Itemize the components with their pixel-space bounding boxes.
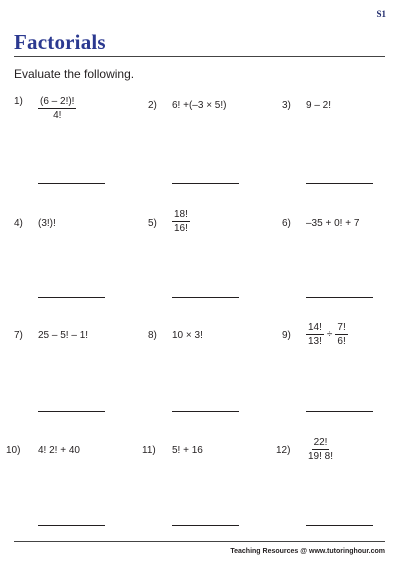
- problem-6: [282, 208, 400, 320]
- problem-number: 7): [14, 330, 23, 341]
- answer-line[interactable]: [172, 525, 239, 526]
- fraction: [335, 322, 347, 347]
- answer-line[interactable]: [306, 183, 373, 184]
- answer-line[interactable]: [38, 525, 105, 526]
- problem-number: 4): [14, 218, 23, 229]
- answer-line[interactable]: [38, 297, 105, 298]
- problem-expression: –35 + 0! + 7: [306, 218, 360, 229]
- problem-expression: [306, 437, 335, 462]
- numerator: 14!: [308, 322, 322, 333]
- problem-number: 9): [282, 330, 291, 341]
- division-operator: ÷: [326, 328, 333, 340]
- problem-expression: 6! +(–3 × 5!): [172, 100, 227, 111]
- problem-expression: 5! + 16: [172, 445, 203, 456]
- problem-number: 2): [148, 100, 157, 111]
- problem-expression: [172, 209, 190, 234]
- numerator: 7!: [337, 322, 346, 333]
- problem-expression: 9 – 2!: [306, 100, 332, 111]
- denominator: 6!: [337, 336, 346, 347]
- problem-12: [276, 436, 394, 548]
- problem-expression: 25 – 5! – 1!: [38, 330, 89, 341]
- problem-number: 3): [282, 100, 291, 111]
- numerator: (6 – 2!)!: [40, 96, 75, 107]
- answer-line[interactable]: [38, 411, 105, 412]
- footer-divider: [14, 541, 385, 542]
- fraction: [306, 437, 335, 462]
- answer-line[interactable]: [172, 411, 239, 412]
- sheet-code: S1: [376, 9, 386, 19]
- answer-line[interactable]: [306, 411, 373, 412]
- fraction: [306, 322, 324, 347]
- problem-expression: 4! 2! + 40: [38, 445, 80, 456]
- problem-expression: [38, 96, 76, 121]
- problem-2: [148, 96, 266, 208]
- denominator: 16!: [174, 223, 188, 234]
- problem-3: [282, 96, 400, 208]
- problem-8: [148, 322, 266, 434]
- problem-9: [282, 322, 400, 434]
- problem-11: [142, 436, 260, 548]
- fraction: [172, 209, 190, 234]
- problem-expression: [306, 322, 348, 347]
- problem-number: 8): [148, 330, 157, 341]
- numerator: 22!: [313, 437, 328, 448]
- denominator: 13!: [308, 336, 322, 347]
- answer-line[interactable]: [306, 525, 373, 526]
- problem-number: 6): [282, 218, 291, 229]
- problem-7: [14, 322, 132, 434]
- instruction-text: Evaluate the following.: [14, 67, 135, 81]
- answer-line[interactable]: [172, 297, 239, 298]
- problem-number: 1): [14, 96, 23, 107]
- problem-10: [6, 436, 124, 548]
- footer-credit: Teaching Resources @ www.tutoringhour.com: [230, 548, 385, 555]
- worksheet-title: Factorials: [14, 30, 106, 54]
- problem-number: 11): [142, 445, 156, 456]
- answer-line[interactable]: [306, 297, 373, 298]
- problem-4: [14, 208, 132, 320]
- fraction: [38, 96, 76, 121]
- problem-expression: 10 × 3!: [172, 330, 203, 341]
- problem-expression: (3!)!: [38, 218, 56, 229]
- answer-line[interactable]: [38, 183, 105, 184]
- problem-number: 10): [6, 445, 21, 456]
- problem-1: [14, 96, 132, 208]
- denominator: 19! 8!: [308, 451, 334, 462]
- numerator: 18!: [174, 209, 188, 220]
- problem-5: [148, 208, 266, 320]
- denominator: 4!: [53, 110, 62, 121]
- problem-number: 12): [276, 445, 291, 456]
- answer-line[interactable]: [172, 183, 239, 184]
- problem-number: 5): [148, 218, 157, 229]
- title-divider: [14, 56, 385, 57]
